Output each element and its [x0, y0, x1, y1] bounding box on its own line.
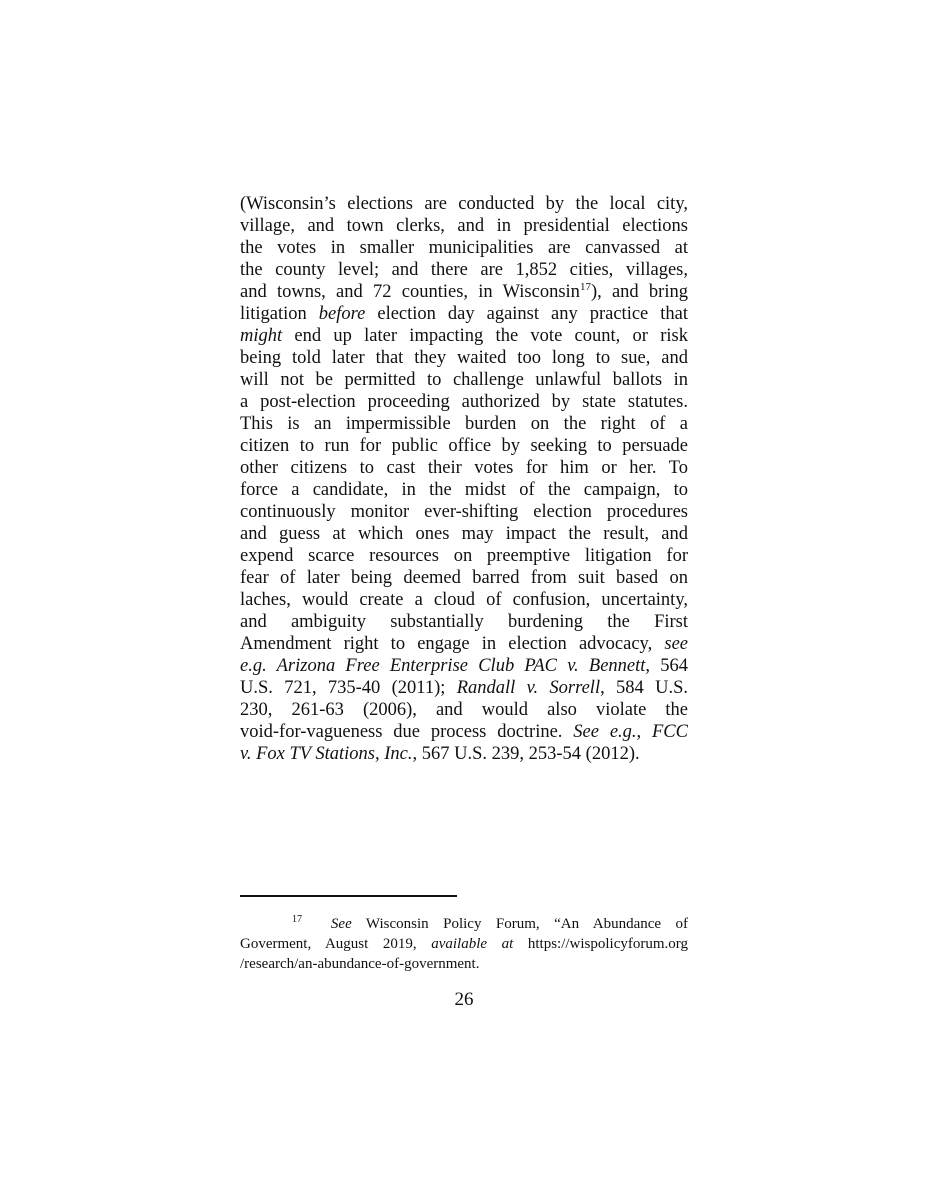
- text-line: fear of later being deemed barred from suit based on: [240, 568, 688, 588]
- footnote-reference: 17: [579, 280, 591, 293]
- text-line: continuously monitor ever-shifting election procedures: [240, 502, 688, 522]
- case-citation: e.g. Arizona Free Enterprise Club PAC v. Bennett: [240, 656, 646, 676]
- text-line: 230, 261-63 (2006), and would also violate the: [240, 700, 688, 720]
- footnote: [240, 914, 688, 974]
- text-line: a post-election proceeding authorized by state statutes.: [240, 392, 688, 412]
- text-line: the county level; and there are 1,852 cities, villages,: [240, 260, 688, 280]
- text-line: and ambiguity substantially burdening the First: [240, 612, 688, 632]
- text-line: might end up later impacting the vote count, or risk: [240, 326, 688, 346]
- text-line: and towns, and 72 counties, in Wisconsin$^{17}$), and bring: [240, 280, 688, 302]
- text-line: e.g. Arizona Free Enterprise Club PAC v. Bennett, 564: [240, 656, 688, 676]
- page-number: 26: [454, 989, 474, 1010]
- text-line: the votes in smaller municipalities are canvassed at: [240, 238, 688, 258]
- footnote-marker: 17: [292, 914, 302, 925]
- text-line: force a candidate, in the midst of the campaign, to: [240, 480, 688, 500]
- text-line: expend scarce resources on preemptive litigation for: [240, 546, 688, 566]
- text-line: and guess at which ones may impact the result, and: [240, 524, 688, 544]
- text-line: void-for-vagueness due process doctrine. See e.g., FCC: [240, 722, 688, 742]
- text-line: citizen to run for public office by seeking to persuade: [240, 436, 688, 456]
- text-line: Amendment right to engage in election advocacy, see: [240, 634, 688, 654]
- footnote-line: $^{17}$ See Wisconsin Policy Forum, “An Abundance of: [292, 914, 688, 932]
- text-line: will not be permitted to challenge unlawful ballots in: [240, 370, 688, 390]
- case-citation: v. Fox TV Stations, Inc.: [240, 744, 413, 764]
- text-line: This is an impermissible burden on the right of a: [240, 414, 688, 434]
- case-citation: see: [664, 634, 688, 654]
- text-line: other citizens to cast their votes for him or her. To: [240, 458, 688, 478]
- case-citation: Randall v. Sorrell: [456, 678, 601, 698]
- footnote-url: https://wispolicyforum.org: [513, 936, 688, 952]
- text-line: being told later that they waited too long to sue, and: [240, 348, 688, 368]
- footnote-line: Goverment, August 2019, available at https://wispolicyforum.org: [240, 936, 688, 952]
- case-citation: See e.g., FCC: [573, 722, 688, 742]
- text-line: (Wisconsin’s elections are conducted by the local city,: [240, 194, 688, 214]
- text-line: laches, would create a cloud of confusion, uncertainty,: [240, 590, 688, 610]
- body-paragraph: [240, 193, 688, 765]
- footnote-separator: [240, 895, 457, 897]
- text-line: v. Fox TV Stations, Inc., 567 U.S. 239, 253-54 (2012).: [240, 744, 640, 764]
- footnote-line: [240, 954, 688, 974]
- footnote-url: /research/an-abundance-of-government.: [240, 956, 480, 972]
- text-line: U.S. 721, 735-40 (2011); Randall v. Sorrell, 584 U.S.: [240, 678, 688, 698]
- text-line: litigation before election day against any practice that: [240, 304, 688, 324]
- text-line: village, and town clerks, and in presidential elections: [240, 216, 688, 236]
